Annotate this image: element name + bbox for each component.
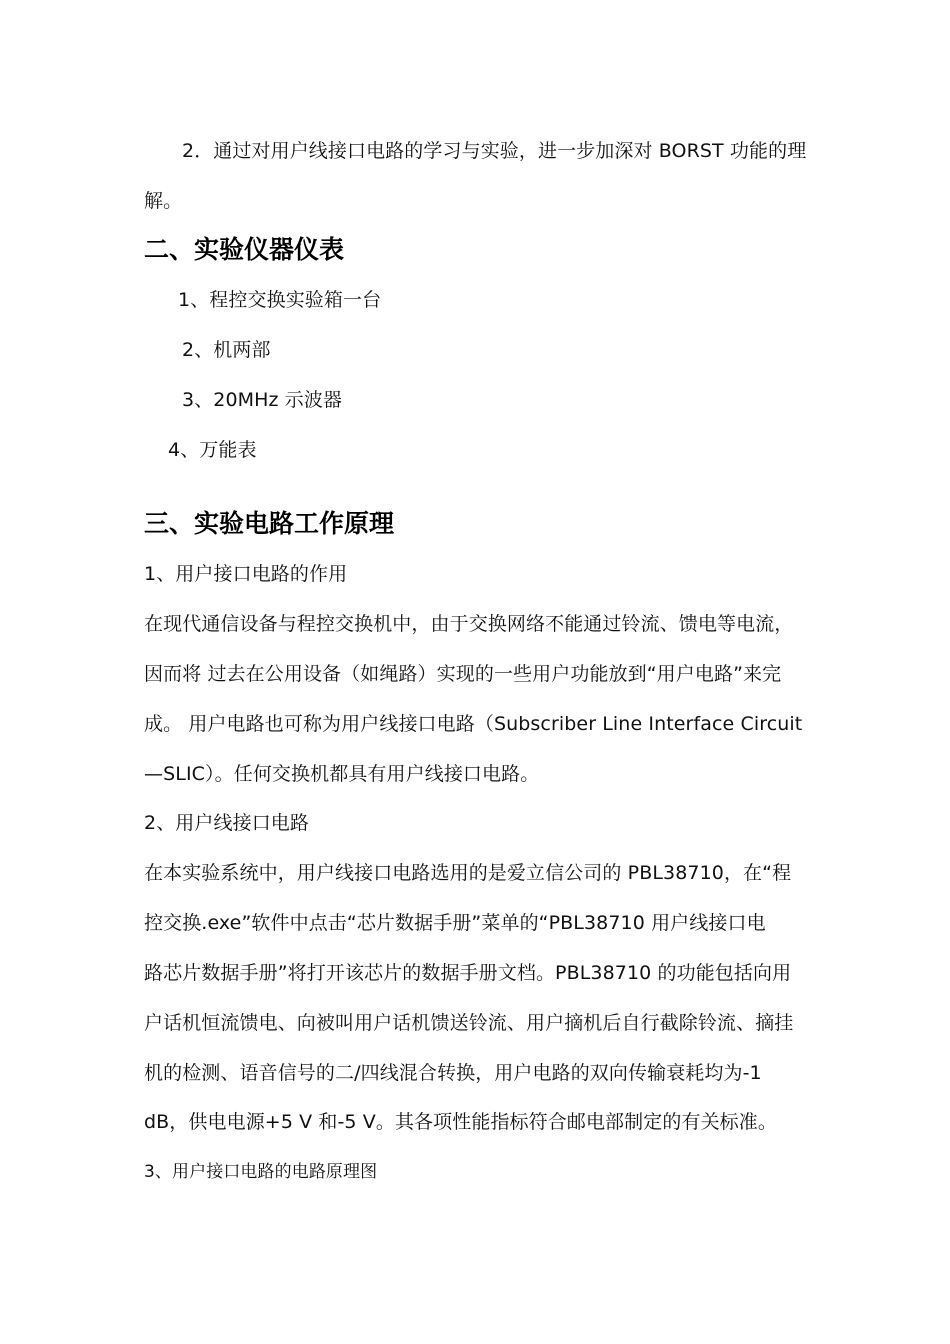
paragraph-2-line-2: 控交换.exe”软件中点击“芯片数据手册”菜单的“PBL38710 用户线接口电 <box>144 912 766 934</box>
instrument-item-4: 4、万能表 <box>168 439 257 461</box>
section-heading-principle: 三、实验电路工作原理 <box>144 509 395 538</box>
instrument-item-3: 3、20MHz 示波器 <box>182 389 343 411</box>
objective-item-2-line-2: 解。 <box>144 190 183 212</box>
instrument-item-2: 2、机两部 <box>182 339 271 361</box>
paragraph-2-line-6: dB，供电电源+5 V 和-5 V。其各项性能指标符合邮电部制定的有关标准。 <box>144 1111 777 1133</box>
paragraph-2-line-4: 户话机恒流馈电、向被叫用户话机馈送铃流、用户摘机后自行截除铃流、摘挂 <box>144 1012 794 1034</box>
subsection-title-1: 1、用户接口电路的作用 <box>144 563 348 585</box>
paragraph-2-line-5: 机的检测、语音信号的二/四线混合转换，用户电路的双向传输衰耗均为-1 <box>144 1062 762 1084</box>
subsection-title-3: 3、用户接口电路的电路原理图 <box>144 1162 378 1182</box>
paragraph-1-line-2: 因而将 过去在公用设备（如绳路）实现的一些用户功能放到“用户电路”来完 <box>144 663 782 685</box>
paragraph-2-line-1: 在本实验系统中，用户线接口电路选用的是爱立信公司的 PBL38710，在“程 <box>144 862 792 884</box>
paragraph-1-line-4: —SLIC）。任何交换机都具有用户线接口电路。 <box>144 763 540 785</box>
paragraph-2-line-3: 路芯片数据手册”将打开该芯片的数据手册文档。PBL38710 的功能包括向用 <box>144 962 792 984</box>
section-heading-instruments: 二、实验仪器仪表 <box>144 235 345 264</box>
paragraph-1-line-1: 在现代通信设备与程控交换机中，由于交换网络不能通过铃流、馈电等电流， <box>144 613 794 635</box>
objective-item-2-line-1: 2．通过对用户线接口电路的学习与实验，进一步加深对 BORST 功能的理 <box>182 140 807 162</box>
instrument-item-1: 1、程控交换实验箱一台 <box>178 289 382 311</box>
paragraph-1-line-3: 成。 用户电路也可称为用户线接口电路（Subscriber Line Interface Circuit <box>144 713 803 735</box>
subsection-title-2: 2、用户线接口电路 <box>144 812 309 834</box>
